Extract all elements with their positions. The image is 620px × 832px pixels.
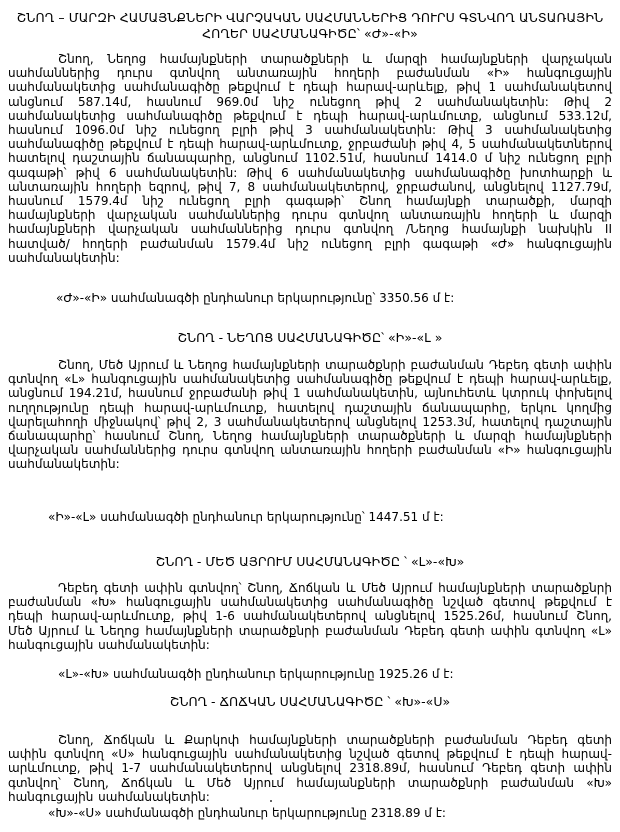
section-4-length: «Խ»-«Ս» սահմանագծի ընդհանուր երկարությունը 2318.89 մ է: [48, 806, 446, 820]
section-1-length: «Ժ»-«Ի» սահմանագծի ընդհանուր երկարությունը՝ 3350.56 մ է: [56, 291, 455, 305]
section-3-length: «Լ»-«Խ» սահմանագծի ընդհանուր երկարությունը 1925.26 մ է: [58, 667, 454, 681]
section-4-paragraph: Շնող, Ճոճկան և Քարկոփ համայնքների տարածքների բաժանման Դեբեդ գետի ափին գտնվող «Ս» հանգուցային սահմանակետից նշված գետով թեքվում է դեպի հարավ-արևմուտք, թիվ 1-7 սահմանակետերով անցնելով 2318.89մ, հասնում Դեբեդ գետի ափին գտնվող՝ Շնող, Ճոճկան և Մեծ Այրում համայանքների տարածքնրի բաժանման «Խ» հանգուցային սահմանակետին: [8, 733, 612, 804]
section-2-heading: ՇՆՈՂ - ՆԵՂՈՑ ՍԱՀՄԱՆԱԳԻԾԸ՝ «Ի»-«Լ » [177, 330, 443, 345]
section-3-paragraph: Դեբեդ գետի ափին գտնվող՝ Շնող, Ճոճկան և Մեծ Այրում համայնքների տարածքնրի բաժանման «Խ» հանգուցային սահմանակետից սահմանագիծը նշված գետով թեքվում է դեպի հարավ-արևմուտք, թիվ 1-6 սահմանակետերով անցնելով 1525.26մ, հասնում Շնող, Մեծ Այրում և Նեղոց համայնքների տարածքնրի բաժանման Դեբեդ գետի ափին գտնվող «Լ» հանգուցային սահմանակետին: [8, 581, 612, 652]
scan-speck [270, 800, 272, 802]
document-title: ՇՆՈՂ – ՄԱՐԶԻ ՀԱՄԱՅՆՔՆԵՐԻ ՎԱՐՉԱԿԱՆ ՍԱՀՄԱՆՆԵՐԻՑ ԴՈՒՐՍ ԳՏՆՎՈՂ ԱՆՏԱՌԱՅԻՆ ՀՈՂԵՐ ՍԱՀՄԱՆԱԳԻԾԸ՝ «Ժ»-«Ի» [16, 10, 604, 41]
section-2-length: «Ի»-«Լ» սահմանագծի ընդհանուր երկարությունը՝ 1447.51 մ է: [48, 510, 444, 524]
section-4-heading: ՇՆՈՂ - ՃՈՃԿԱՆ ՍԱՀՄԱՆԱԳԻԾԸ ՝ «Խ»-«Ս» [169, 694, 451, 709]
section-2-paragraph: Շնող, Մեծ Այրում և Նեղոց համայնքների տարածքնրի բաժանման Դեբեդ գետի ափին գտնվող «Լ» հանգուցային սահմանակետից սահմանագիծը թեքվում է դեպի հարավ-արևելք, անցնում 194.21մ, հասնում ջրբաժանի թիվ 1 սահմանակետին, այնուհետև կտրուկ փոխելով ուղղությունը դեպի հարավ-արևմուտք, հատելով դաշտային ճանապարհը, երկու կողմից վարելահողի միջնակով՝ թիվ 2, 3 սահմանակետերով անցնելով 1253.3մ, հատելով դաշտային ճանապարհը՝ հասնում Շնող, Նեղոց համայնքների տարածքների և մարզի համայնքների վարչական սահմաններից դուրս գտնվող անտառային հողերի բաժանման «Ի» հանգուցային սահմանակետին: [8, 358, 612, 472]
section-3-heading: ՇՆՈՂ - ՄԵԾ ԱՅՐՈՒՄ ՍԱՀՄԱՆԱԳԻԾԸ ՝ «Լ»-«Խ» [155, 554, 465, 569]
section-1-paragraph: Շնող, Նեղոց համայնքների տարածքների և մարզի համայնքների վարչական սահմաններից դուրս գտնվող անտառային հողերի բաժանման «Ի» հանգուցային սահմանակետից սահմանագիծը թեքվում է դեպի հարավ-արևելք, թիվ 1 սահմանակետով անցնում 587.14մ, հասնում 969.0մ նիշ ունեցող թիվ 2 սահմանակետին: Թիվ 2 սահմանակետից սահմանագիծը թեքվում է դեպի հարավ-արևմուտք, անցնում 533.12մ, հասնում 1096.0մ նիշ ունեցող բլրի թիվ 3 սահմանակետին: Թիվ 3 սահմանակետից սահմանագիծը թեքվում է դեպի հարավ-արևմուտք, ջրբաժանի թիվ 4, 5 սահմանակետներով հատելով դաշտային ճանապարհը, անցնում 1102.51մ, հասնում 1414.0 մ նիշ ունեցող բլրի գագաթի՝ թիվ 6 սահմանակետին: Թիվ 6 սահմանակետից սահմանագիծը խոտհարքի և անտառային հողերի եզրով, թիվ 7, 8 սահմանակետերով, ջրբաժանով, անցնելով 1127.79մ, հասնում 1579.4մ նիշ ունեցող բլրի գագաթի՝ Շնող համայնքի տարածքի, մարզի համայնքների վարչական սահմաններից դուրս գտնվող անտառային հողերի և մարզի համայնքների վարչական սահմաններից դուրս գտնվող /Նեղոց համայնքի նախկին II հատված/ հողերի բաժանման 1579.4մ նիշ ունեցող բլրի գագաթի «Ժ» հանգուցային սահմանակետին: [8, 52, 612, 265]
